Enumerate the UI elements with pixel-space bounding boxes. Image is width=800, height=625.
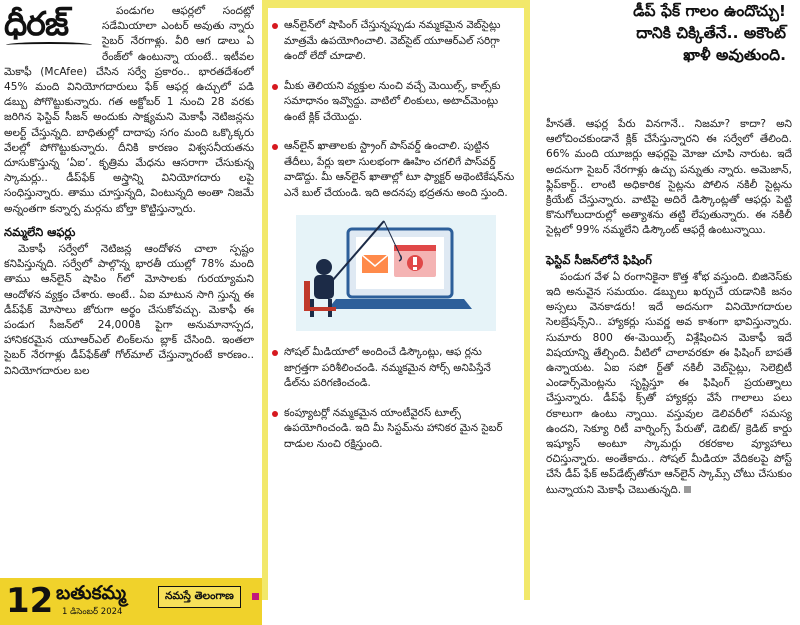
tips-box-inner (268, 8, 524, 600)
deck-headline (633, 0, 786, 66)
intro-paragraph: పండుగల ఆఫర్లలో సందట్లో సడేమియాలా ఎంటర్ అవుతు న్నారు సైబర్ నేరగాళ్లు. వీరి ఆగ డాలు ఏ రేంజ్‌లో ఉంటున్నా యంటే.. ఇటీవల మెకాఫీ (McAfee) చేసిన సర్వే ప్రకారం.. భారతదేశంలో 45% మంది వినియోగదారులు ఫేక్ ఆఫర్ల ఉచ్చులో పడి డబ్బు పోగొట్టుకున్నారు. గత అక్టోబర్ 1 నుంచి 28 వరకు జరిగిన ఫెస్టివ్ సీజన్ అందుకు సాక్ష్యమని మెకాఫీ నెటిజన్లను అలర్ట్ చేస్తున్నది. బాధితుల్లో దాదాపు సగం మంది ఒక్కొక్కరు వేలల్లో పోగొట్టుకున్నారు. దీనికి కారణం విశ్వసనీయతను దూసుకొస్తున్న ‘ఏఐ’. కృత్రిమ మేధను ఆసరాగా చేసుకున్న స్కామర్లు.. డీప్‌ఫేక్ అస్త్రాన్ని వినియోగదారు లపై సంధిస్తున్నారు. తాము చూస్తున్నది, వింటున్నది అంతా నిజమే అన్నంతగా కన్నార్ప మర్గను బోల్తా కొట్టిస్తున్నారు. (4, 5, 254, 215)
right-body (546, 117, 792, 498)
tip-item (268, 406, 524, 453)
tip-text: మీకు తెలియని వ్యక్తుల నుంచి వచ్చే మెయిల్స్, కాల్స్‌కు సమాధానం ఇవ్వొద్దు. వాటిలో లింకులు, అటాచ్‌మెంట్లు ఉంటే క్లిక్ చేయొద్దు. (284, 79, 501, 123)
tip-text: కంప్యూటర్లో నమ్మకమైన యాంటీవైరస్ టూల్స్ ఉపయోగించండి. ఇది మీ సిస్టమ్‌ను హానికర మైన సైబర్ దాడుల నుంచి రక్షిస్తుంది. (284, 406, 503, 450)
tips-box (262, 0, 530, 600)
deck-line: ఖాళీ అవుతుంది. (683, 46, 786, 64)
subhead-festive-phishing: ఫెస్టివ్ సీజన్‌లోనే ఫిషింగ్ (546, 252, 652, 267)
bullet-icon (272, 411, 278, 417)
bullet-icon (272, 350, 278, 356)
right-column (540, 0, 796, 600)
page-footer (0, 578, 262, 625)
page-number: 12 (6, 581, 54, 621)
author-name: ధీరజ్ (4, 4, 68, 43)
author-byline (4, 4, 96, 50)
hacker-phishing-laptop-icon (296, 215, 496, 331)
right-body-paragraph: హీనతే. ఆఫర్ల పేరు వినగానే.. నిజమా? కాదా? అని ఆలోచించకుండానే క్లిక్ చేసేస్తున్నారని ఈ సర్వేలో తేలింది. 66% మంది యూజర్లు ఆఫర్లపై మోజు చూపి నారుట. ఇదే అదనుగా సైబర్ నేరగాళ్లు ఉచ్చు పన్నుతు న్నారు. అమెజాన్, ఫ్లిప్‌కార్ట్.. లాంటి అధికారిక సైట్లను పోలిన నకిలీ సైట్లను క్రియేట్ చేస్తున్నారు. వాటిపై అదిరే డిస్కౌంట్లతో ఆఫర్లు పెట్టి కొనుగోలుదారుల్లో అత్యాశను తట్టి లేపుతున్నారు. ఈ నకిలీ సైట్లలో 99% నమ్మలేని డిస్కౌంట్ ఆఫర్లే ఉంటున్నాయి. (546, 118, 792, 237)
bullet-icon (272, 23, 278, 29)
right-body-text: పండుగ వేళ ఏ రంగానికైనా కొత్త శోభ వస్తుంది. బిజినెస్‌కు ఇది అనువైన సమయం. డబ్బులు ఖర్చుచే యడానికి జనం అస్సలు వెనకాడరు! ఇదే అదనుగా వినియోగదారుల సెలబ్రేషన్స్‌ని.. హ్యాకర్లు సువర్ణ అవ కాశంగా భావిస్తున్నారు. సుమారు 800 ఈ-మెయిల్స్ విశ్లేషించిన మెకాఫీ ఇదే విషయాన్ని తేల్చింది. వీటిలో చాలావరకూ ఈ ఫిషింగ్ బాపతే ఉన్నాయట. ఏఐ సపో ర్ట్‌తో నకిలీ వెబ్‌సైట్లు, సెలెబ్రిటీ ఎండార్స్‌మెంట్లను సృష్టిస్తూ ఈ ఫిషింగ్ ప్రయత్నాలు చేస్తున్నారు. డీప్‌ఫే క్స్‌తో హ్యాకర్లు వేసే గాలాలు పలు రకాలుగా ఉంటు న్నాయి. వస్తువుల డెలివరీలో సమస్య ఉందని, సెక్యూ రిటీ వార్నింగ్స్ పేరుతో, డెబిట్/ క్రెడిట్ కార్డు ఇష్యూస్ అంటూ స్కామర్లు రకరకాల వ్యూహాలు రచిస్తున్నారు. అంతేకాదు.. సోషల్ మీడియా వేదికలపై పోస్ట్ చేసే డీప్ ఫేక్ అప్‌డేట్స్‌తోనూ ఆన్‌లైన్ స్కామ్స్ చోటు చేసుకుం టున్నాయని మెకాఫీ చెబుతున్నది. (546, 270, 792, 496)
tip-item (268, 345, 524, 392)
deck-line: దానికి చిక్కితేనే.. అకౌంట్ (636, 24, 786, 42)
tip-text: సోషల్ మీడియాలో అందించే డిస్కౌంట్లు, ఆఫ ర్లను జాగ్రత్తగా పరిశీలించండి. నమ్మకమైన సోర్స్ అనిపిస్తేనే డీల్‌ను పరిగణించండి. (284, 346, 491, 389)
left-body-paragraph: మెకాఫీ సర్వేలో నెటిజన్ల ఆందోళన చాలా స్పష్టం కనిపిస్తున్నది. సర్వేలో పాల్గొన్న భారతీ యుల్లో 78% మంది తాము ఆన్‌లైన్ షాపిం గ్‌లో మోసాలకు గురయ్యామని ఆందోళన వ్యక్తం చేశారు. అంటే.. ఏఐ మాటున సాగి స్తున్న ఈ డీప్‌ఫేక్ మోసాలు జోరుగా అర్థం చేసుకోవచ్చు. మెకాఫీ ఈ పండుగ సీజన్‌లో 24,000కి పైగా అనుమానాస్పద, హానికరమైన యూఆర్ఎల్ లింక్‌లను బ్లాక్ చేసింది. ఇంతలా సైబర్ నేరగాళ్లు డీప్‌ఫేక్‌తో గోల్‌మాల్ చేస్తున్నారంటే కారణం.. వినియోగదారుల బల (4, 243, 254, 377)
supplement-brand: బతుకమ్మ (56, 582, 127, 604)
hacker-laptop-illustration (296, 215, 496, 331)
tip-item (268, 139, 524, 201)
tip-text: ఆన్‌లైన్‌లో షాపింగ్ చేస్తున్నప్పుడు నమ్మకమైన వెబ్‌సైట్లు మాత్రమే ఉపయోగించాలి. వెబ్‌సైట్ యూఆర్ఎల్ సరిగ్గా ఉందో లేదో చూడాలి. (284, 19, 501, 62)
square-icon (252, 593, 259, 600)
deck-line: డీప్ ఫేక్ గాలం ఉందొచ్చు! (633, 2, 786, 20)
issue-date: 1 డిసెంబర్ 2024 (62, 607, 123, 617)
tip-item (268, 18, 524, 65)
bullet-icon (272, 84, 278, 90)
left-column (4, 4, 254, 574)
story-end-icon (684, 486, 691, 493)
newspaper-tagline: నమస్తే తెలంగాణ (158, 586, 241, 608)
byline-swash-decoration (6, 42, 92, 48)
tip-text: ఆన్‌లైన్ ఖాతాలకు స్ట్రాంగ్ పాస్‌వర్డ్ ఉంచాలి. పుట్టిన తేదీలు, పేర్లు ఇలా సులభంగా ఊహిం చగలిగే పాస్‌వర్డ్ వాడొద్దు. మీ ఆన్‌లైన్ ఖాతాల్లో టూ ఫ్యాక్టర్ అథెంటికేషన్‌ను ఎనే బుల్ చేయండి. ఇది అదనపు భద్రతను అంది స్తుంది. (284, 140, 515, 199)
tip-item (268, 79, 524, 126)
right-body-paragraph-2 (546, 270, 792, 498)
bullet-icon (272, 144, 278, 150)
subhead-unbelievable-offers: నమ్మలేని ఆఫర్లు (4, 224, 76, 239)
